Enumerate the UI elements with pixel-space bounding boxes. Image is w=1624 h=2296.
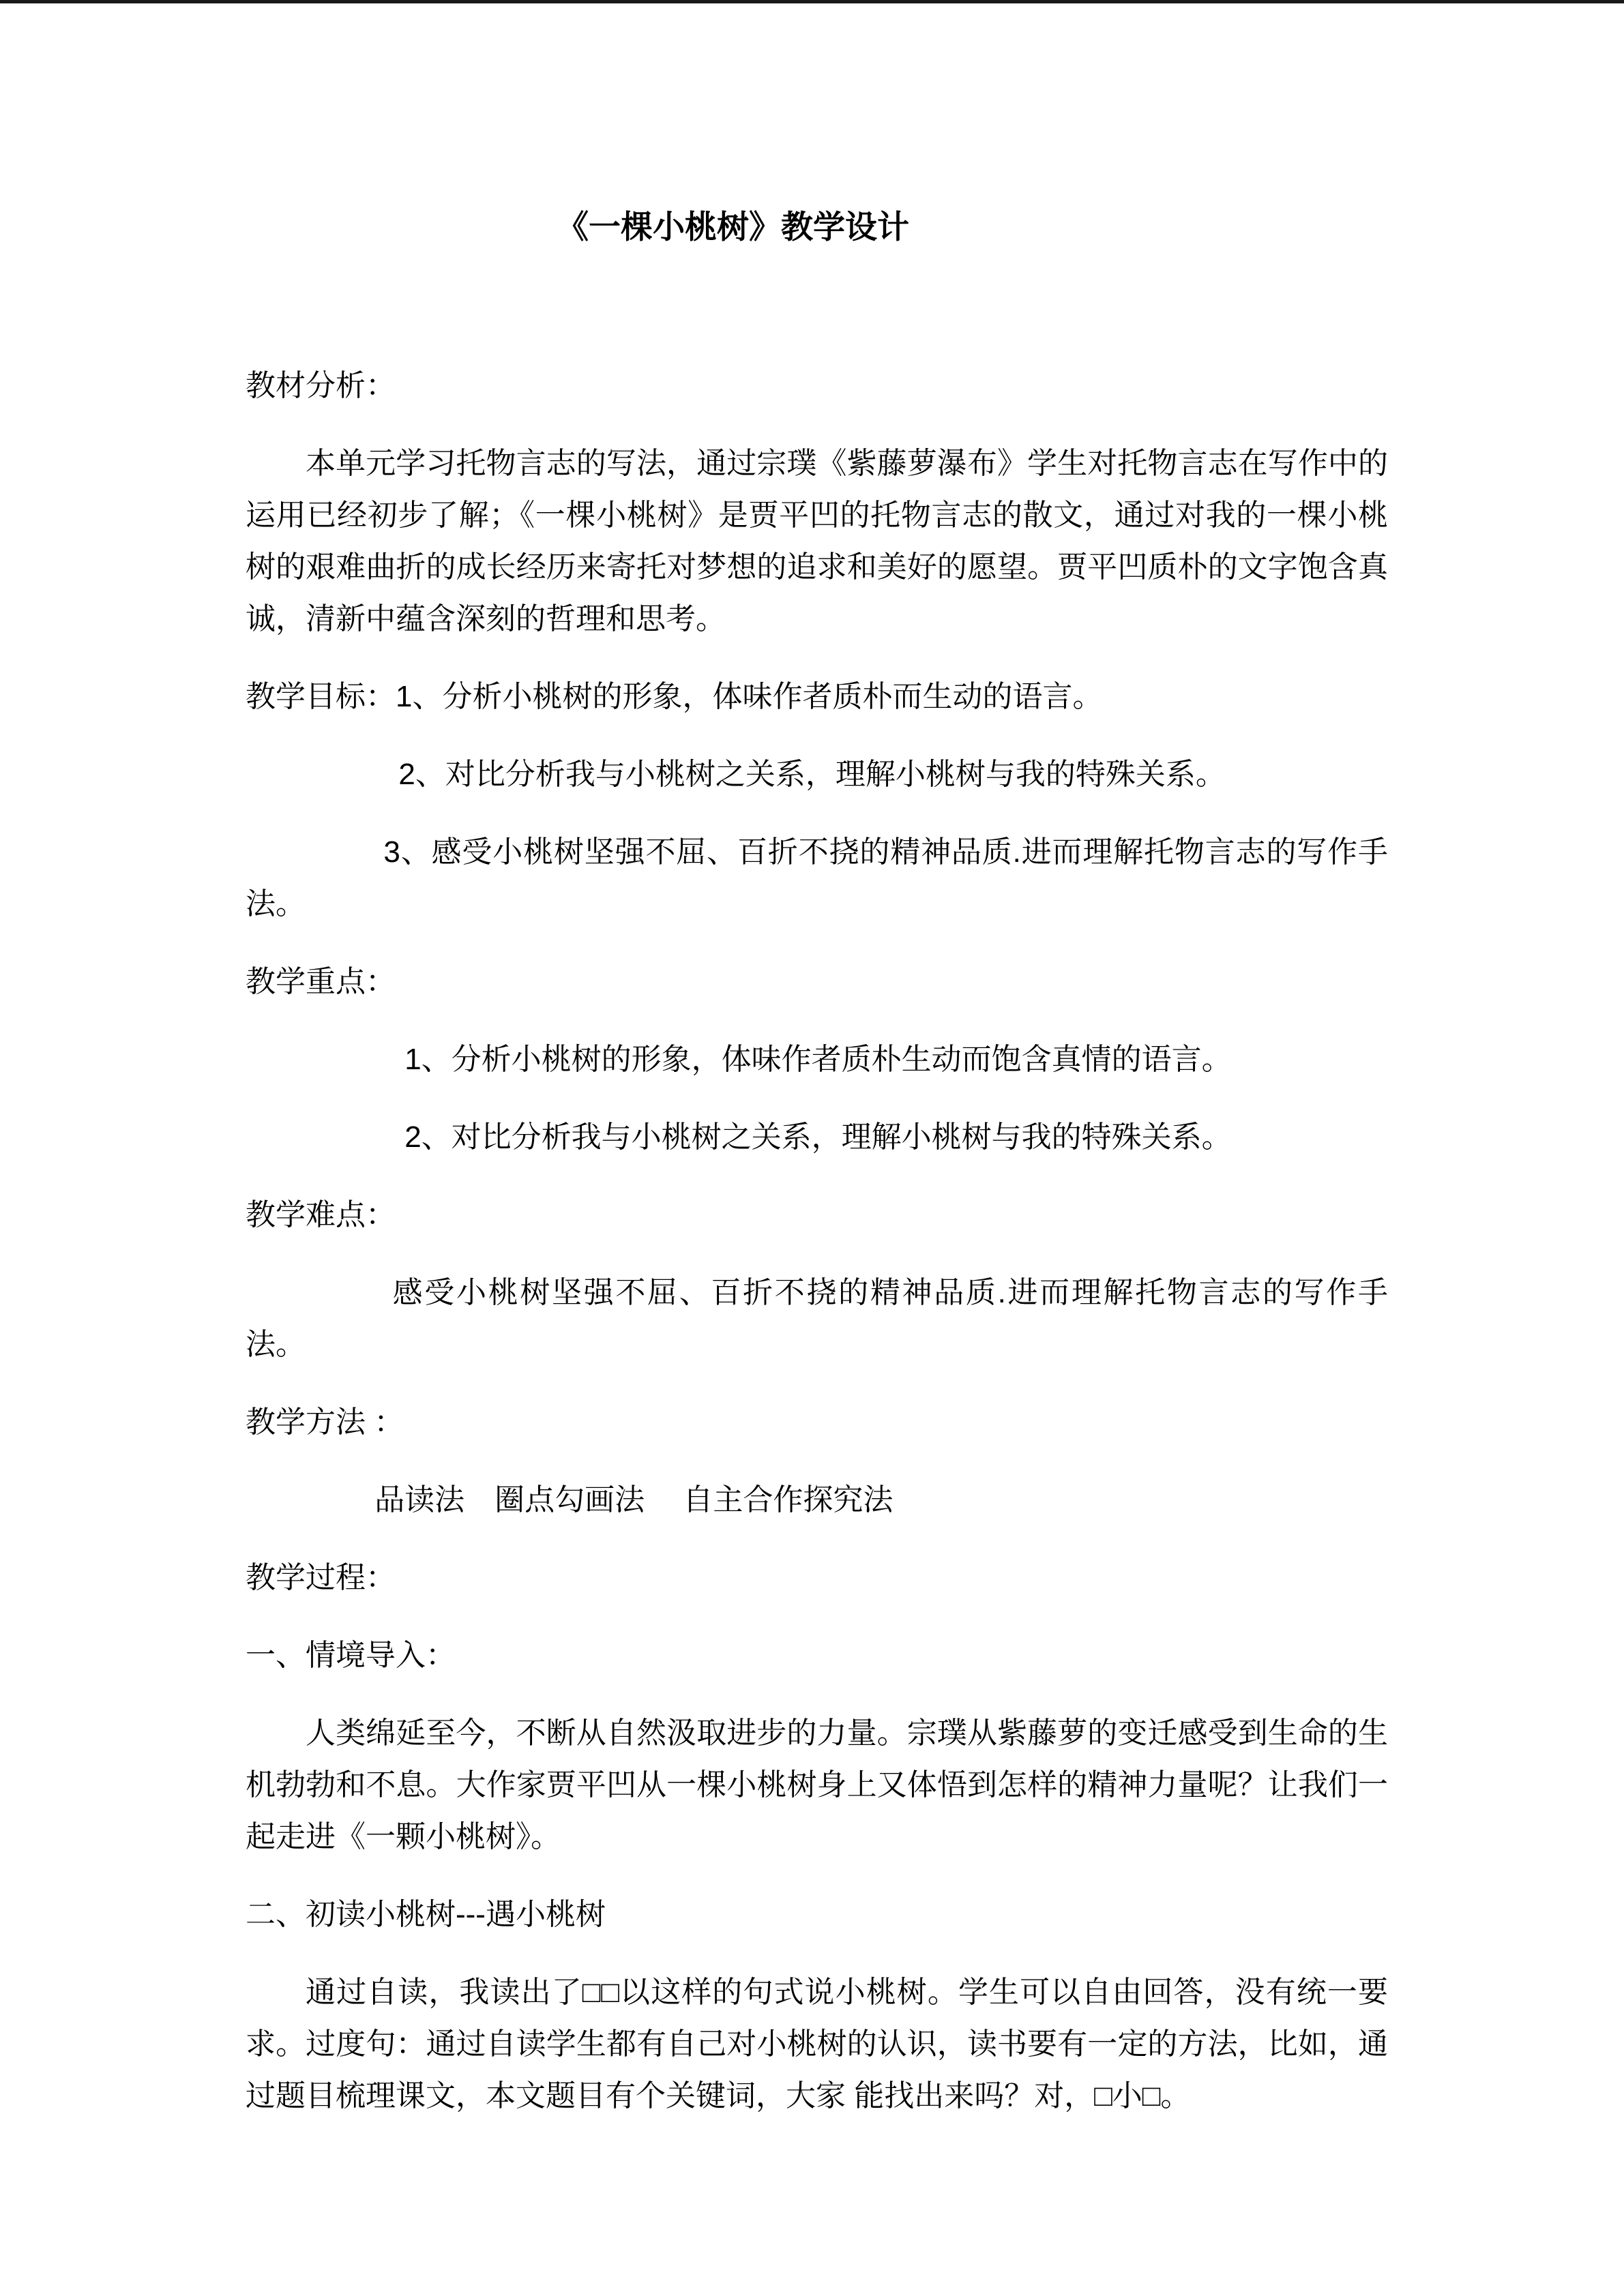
- para-first-reading: 通过自读，我读出了□□以这样的句式说小桃树。学生可以自由回答，没有统一要求。过度句：通过自读学生都有自己对小桃树的认识，读书要有一定的方法，比如，通过题目梳理课文，本文题目有个关键词，大家 能找出来吗？对，□小□。: [246, 1976, 1388, 2113]
- heading-first-reading: 二、初读小桃树---遇小桃树: [246, 1898, 606, 1931]
- para-textbook-analysis: 本单元学习托物言志的写法，通过宗璞《紫藤萝瀑布》学生对托物言志在写作中的运用已经初步了解；《一棵小桃树》是贾平凹的托物言志的散文，通过对我的一棵小桃树的艰难曲折的成长经历来寄托对梦想的追求和美好的愿望。贾平凹质朴的文字饱含真诚，清新中蕴含深刻的哲理和思考。: [246, 447, 1388, 636]
- key-point-item-1: 1、分析小桃树的形象，体味作者质朴生动而饱含真情的语言。: [404, 1043, 1232, 1076]
- para-teaching-difficulty: 感受小桃树坚强不屈、百折不挠的精神品质.进而理解托物言志的写作手法。: [246, 1276, 1388, 1361]
- goal-item-3: 3、感受小桃树坚强不屈、百折不挠的精神品质.进而理解托物言志的写作手法。: [246, 835, 1388, 921]
- heading-situation-introduction: 一、情境导入：: [246, 1639, 456, 1672]
- key-point-item-2: 2、对比分析我与小桃树之关系，理解小桃树与我的特殊关系。: [404, 1120, 1232, 1154]
- heading-teaching-methods: 教学方法 ：: [246, 1405, 404, 1439]
- heading-teaching-key-points: 教学重点：: [246, 965, 396, 998]
- heading-textbook-analysis: 教材分析：: [246, 369, 396, 402]
- para-situation-introduction: 人类绵延至今，不断从自然汲取进步的力量。宗璞从紫藤萝的变迁感受到生命的生机勃勃和不息。大作家贾平凹从一棵小桃树身上又体悟到怎样的精神力量呢？让我们一起走进《一颗小桃树》。: [246, 1716, 1388, 1853]
- para-teaching-methods: 品读法 圈点勾画法 自主合作探究法: [374, 1483, 894, 1517]
- document-title: 《一棵小桃树》教学设计: [557, 209, 909, 245]
- heading-teaching-process: 教学过程：: [246, 1561, 396, 1594]
- goal-item-2: 2、对比分析我与小桃树之关系，理解小桃树与我的特殊关系。: [398, 758, 1226, 791]
- heading-teaching-difficulties: 教学难点：: [246, 1198, 396, 1232]
- heading-teaching-goals-item-1: 教学目标：1、分析小桃树的形象，体味作者质朴而生动的语言。: [246, 680, 1103, 713]
